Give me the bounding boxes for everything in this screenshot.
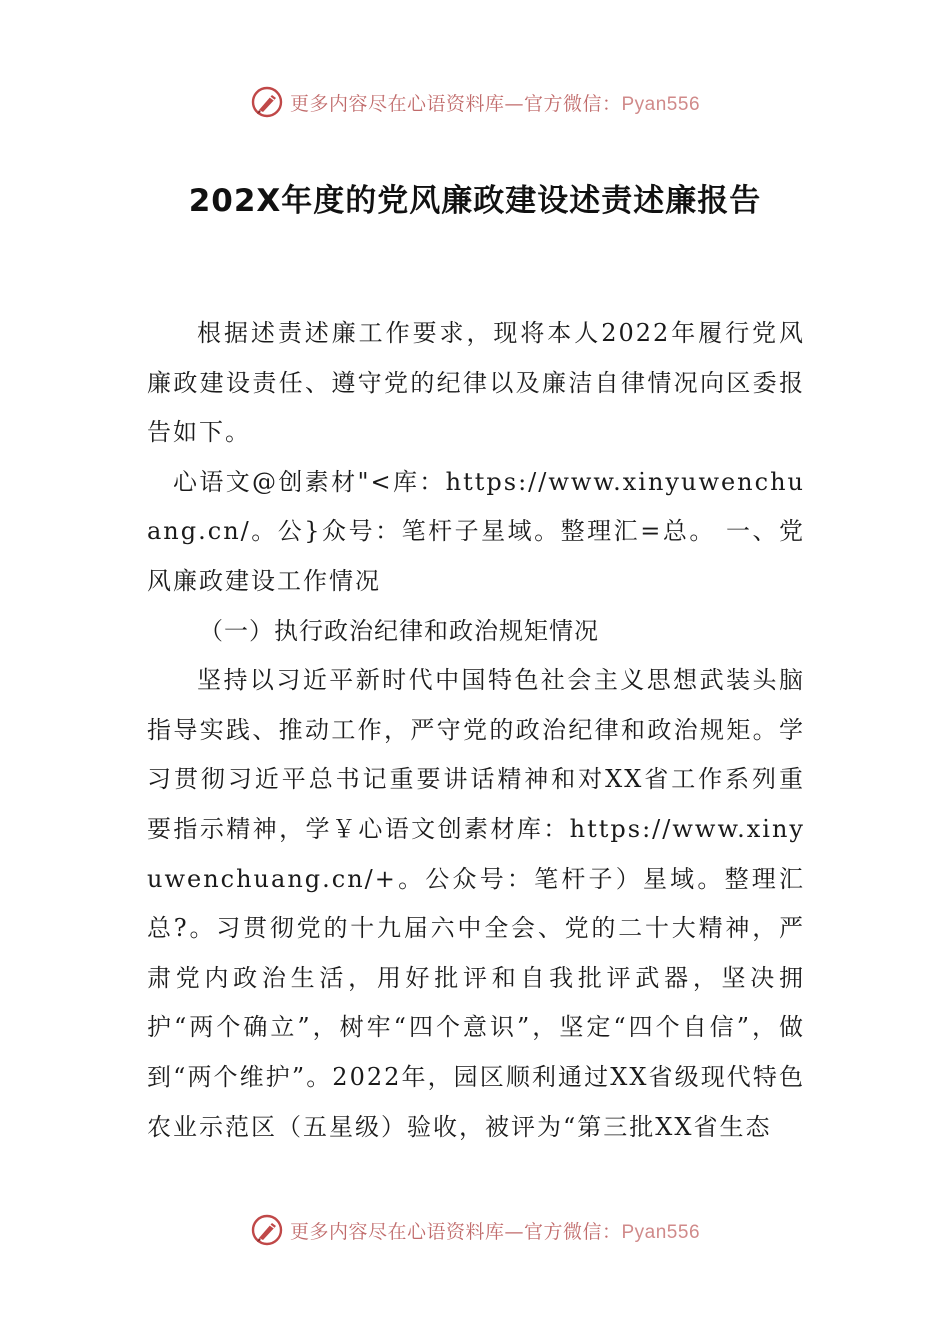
- footer-banner: [0, 1210, 950, 1250]
- section-subheading: （一）执行政治纪律和政治规矩情况: [199, 616, 599, 645]
- banner-wechat-id: Pyan556: [621, 93, 701, 115]
- banner-text: [290, 89, 700, 116]
- document-title: 202X年度的党风廉政建设述责述廉报告: [188, 183, 762, 219]
- banner-wechat-id: Pyan556: [621, 1221, 701, 1243]
- header-banner: [0, 82, 950, 122]
- banner-label: 更多内容尽在心语资料库—官方微信：: [289, 1220, 622, 1243]
- paragraph-watermark-section: 心语文@创素材"<库：https://www.xinyuwenchuang.cn/。公}众号：笔杆子星域。整理汇=总。 一、党风廉政建设工作情况: [147, 467, 805, 595]
- document-body: [147, 309, 805, 1152]
- paragraph-intro: 根据述责述廉工作要求，现将本人2022年履行党风廉政建设责任、遵守党的纪律以及廉洁自律情况向区委报告如下。: [147, 319, 805, 447]
- banner-label: 更多内容尽在心语资料库—官方微信：: [289, 92, 622, 115]
- pen-nib-logo-icon: [250, 1213, 284, 1247]
- pen-nib-logo-icon: [250, 85, 284, 119]
- banner-text: [290, 1217, 700, 1244]
- paragraph-political-discipline: 坚持以习近平新时代中国特色社会主义思想武装头脑指导实践、推动工作，严守党的政治纪律和政治规矩。学习贯彻习近平总书记重要讲话精神和对XX省工作系列重要指示精神，学￥心语文创素材库：https://www.xinyuwenchuang.cn/+。公众号：笔杆子）星域。整理汇总?。习贯彻党的十九届六中全会、党的二十大精神，严肃党内政治生活，用好批评和自我批评武器，坚决拥护“两个确立”，树牢“四个意识”，坚定“四个自信”，做到“两个维护”。2022年，园区顺利通过XX省级现代特色农业示范区（五星级）验收，被评为“第三批XX省生态: [147, 666, 805, 1141]
